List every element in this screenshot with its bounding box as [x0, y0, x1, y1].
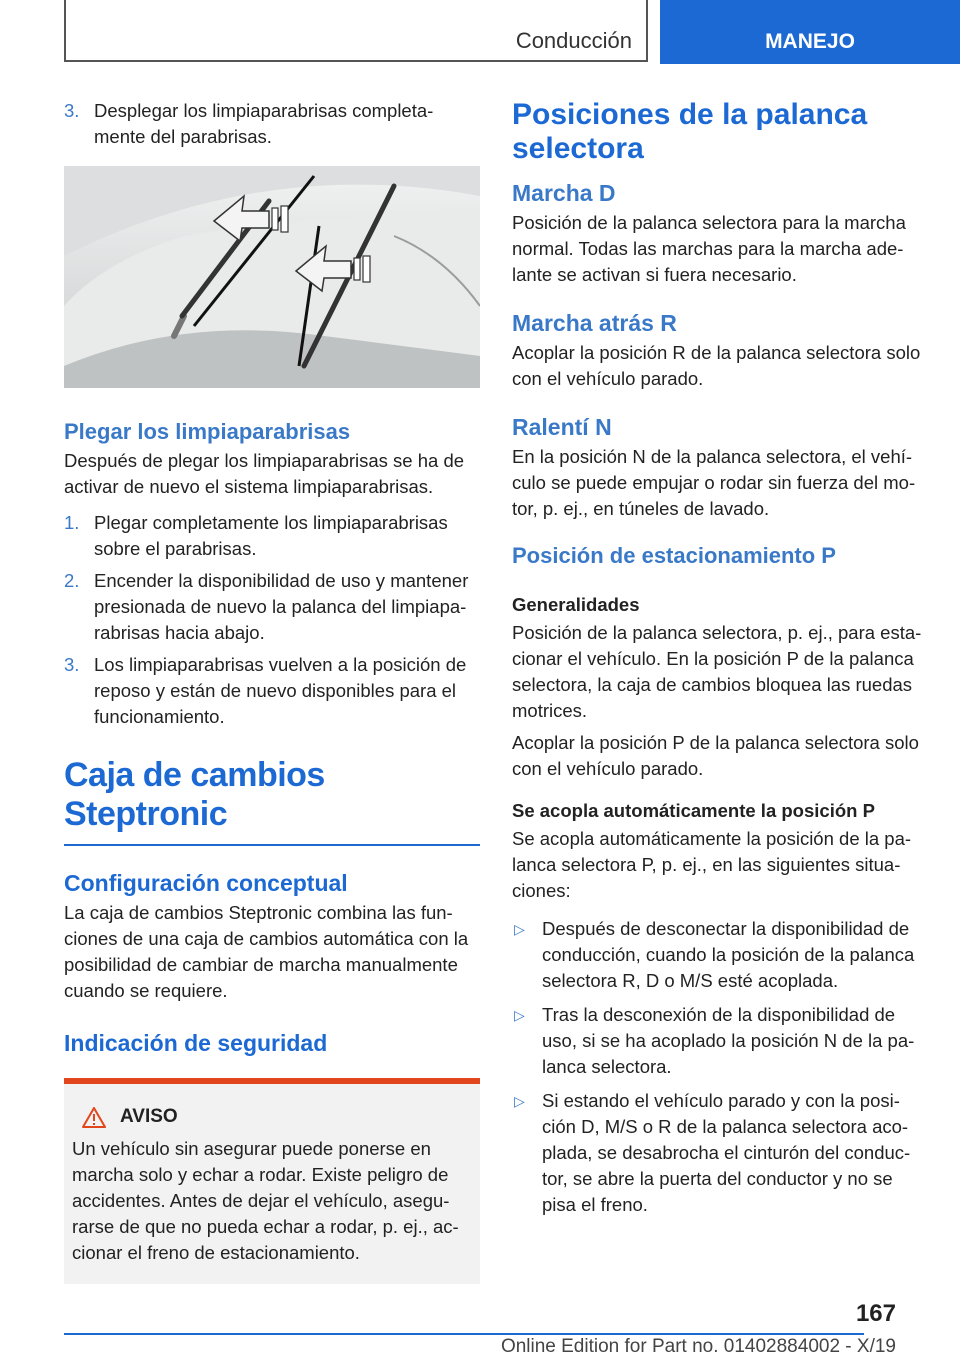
reverse-title: Marcha atrás R — [512, 310, 677, 336]
triangle-bullet-icon: ▷ — [514, 1093, 525, 1109]
neutral-section — [512, 412, 928, 522]
notice-header — [72, 1106, 472, 1128]
step-number: 1. — [64, 512, 80, 533]
drive-title: Marcha D — [512, 180, 616, 206]
auto-subtitle: Se acopla automáticamente la posición P — [512, 800, 875, 821]
step-item — [64, 568, 480, 646]
list-item — [512, 916, 928, 994]
concept-section — [64, 868, 480, 1004]
windshield-wipers-image — [64, 166, 480, 388]
left-column — [64, 98, 480, 1284]
general-subtitle: Generalidades — [512, 594, 640, 615]
section-title: Conducción — [515, 28, 632, 53]
wiper-illustration — [64, 166, 480, 388]
park-title: Posición de estacionamiento P — [512, 543, 836, 568]
reverse-section — [512, 308, 928, 392]
page-header — [0, 0, 960, 66]
neutral-title: Ralentí N — [512, 414, 612, 440]
section-heading: Posiciones de la palanca selectora — [512, 98, 868, 165]
fold-title: Plegar los limpiaparabrisas — [64, 419, 351, 444]
auto-bullets — [512, 916, 928, 1218]
intro-steps — [64, 98, 480, 150]
edition-text: Online Edition for Part no. 01402884002 - X/19 — [500, 1336, 896, 1357]
bullet-text: Después de desconectar la disponibilidad de conducción, cuando la posición de la palanca selectora R, D o M/S esté acoplada. — [542, 918, 915, 991]
concept-title: Configuración conceptual — [64, 870, 348, 896]
bullet-text: Tras la desconexión de la disponibilidad de uso, si se ha acoplado la posición N de la pa-lanca selectora. — [542, 1004, 915, 1077]
fold-steps — [64, 510, 480, 730]
section-box — [64, 0, 648, 62]
bullet-text: Si estando el vehículo parado y con la posi-ción D, M/S o R de la palanca selectora aco-plada, se desabrocha el cinturón del conduc-tor, se abre la puerta del conductor y no se pisa el freno. — [542, 1090, 911, 1215]
right-column — [512, 98, 928, 1226]
safety-title: Indicación de seguridad — [64, 1030, 328, 1056]
general-text-2: Acoplar la posición P de la palanca selectora solo con el vehículo parado. — [512, 732, 919, 779]
chapter-tab: MANEJO — [660, 0, 960, 64]
step-item — [64, 98, 480, 150]
step-text: Los limpiaparabrisas vuelven a la posición de reposo y están de nuevo disponibles para el funcionamiento. — [94, 654, 467, 727]
step-text: Desplegar los limpiaparabrisas completa-mente del parabrisas. — [94, 100, 434, 147]
notice-text: Un vehículo sin asegurar puede ponerse en marcha solo y echar a rodar. Existe peligro de accidentes. Antes de dejar el vehículo, asegu-rarse de que no pueda echar a rodar, p. ej., ac-cionar el freno de estacionamiento. — [72, 1138, 459, 1263]
drive-text: Posición de la palanca selectora para la marcha normal. Todas las marchas para la marcha ade-lante se activan si fuera necesario. — [512, 212, 906, 285]
warning-notice — [64, 1078, 480, 1284]
notice-label: AVISO — [120, 1106, 178, 1127]
reverse-text: Acoplar la posición R de la palanca selectora solo con el vehículo parado. — [512, 342, 921, 389]
step-number: 2. — [64, 570, 80, 591]
fold-section — [64, 418, 480, 730]
chapter-heading: Caja de cambios Steptronic — [64, 756, 480, 846]
warning-triangle-icon — [82, 1107, 106, 1128]
step-number: 3. — [64, 100, 80, 121]
auto-text: Se acopla automáticamente la posición de la pa-lanca selectora P, p. ej., en las siguientes situa-ciones: — [512, 828, 912, 901]
footer-divider — [64, 1333, 864, 1335]
concept-text: La caja de cambios Steptronic combina las fun-ciones de una caja de cambios automática con la posibilidad de cambiar de marcha manualmente cuando se requiere. — [64, 902, 469, 1001]
page-number: 167 — [855, 1300, 896, 1327]
step-number: 3. — [64, 654, 80, 675]
general-text-1: Posición de la palanca selectora, p. ej., para esta-cionar el vehículo. En la posición P de la palanca selectora, la caja de cambios bloquea las ruedas motrices. — [512, 622, 922, 721]
step-item — [64, 652, 480, 730]
step-text: Encender la disponibilidad de uso y mantener presionada de nuevo la palanca del limpiapa-rabrisas hacia abajo. — [94, 570, 469, 643]
safety-section — [64, 1028, 480, 1284]
step-item — [64, 510, 480, 562]
step-text: Plegar completamente los limpiaparabrisas sobre el parabrisas. — [94, 512, 448, 559]
triangle-bullet-icon: ▷ — [514, 1007, 525, 1023]
triangle-bullet-icon: ▷ — [514, 921, 525, 937]
fold-text: Después de plegar los limpiaparabrisas se ha de activar de nuevo el sistema limpiaparabrisas. — [64, 450, 465, 497]
neutral-text: En la posición N de la palanca selectora, el vehí-culo se puede empujar o rodar sin fuerza del mo-tor, p. ej., en túneles de lavado. — [512, 446, 916, 519]
list-item — [512, 1088, 928, 1218]
drive-section — [512, 178, 928, 288]
park-section — [512, 542, 928, 1218]
list-item — [512, 1002, 928, 1080]
